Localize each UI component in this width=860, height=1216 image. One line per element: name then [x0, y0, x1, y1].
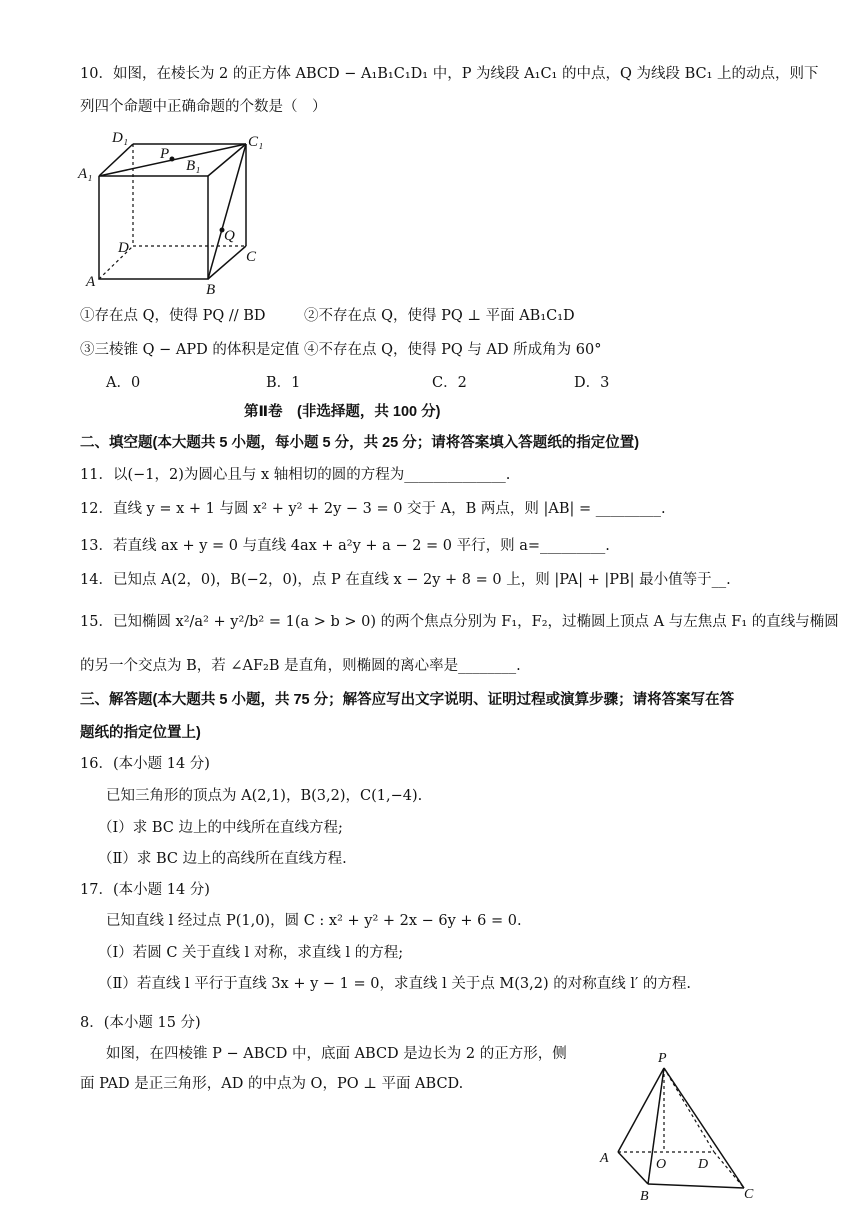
pyramid-figure: [596, 1046, 766, 1202]
part2-title: 第Ⅱ卷 (非选择题，共 100 分): [244, 404, 441, 420]
label-a: A: [86, 274, 96, 290]
q8-line2: 面 PAD 是正三角形，AD 的中点为 O，PO ⊥ 平面 ABCD.: [80, 1076, 464, 1092]
q10-line1: 10．如图，在棱长为 2 的正方体 ABCD − A₁B₁C₁D₁ 中，P 为线段 A₁C₁ 的中点，Q 为线段 BC₁ 上的动点，则下: [80, 66, 819, 82]
label-b: B: [206, 282, 216, 298]
q16-head: 16．(本小题 14 分): [80, 756, 210, 772]
q14: 14．已知点 A(2，0)，B(−2，0)，点 P 在直线 x − 2y + 8 = 0 上，则 |PA| + |PB| 最小值等于__.: [80, 572, 731, 588]
q8-head: 8．(本小题 15 分): [80, 1015, 201, 1031]
q17-part1: （Ⅰ）若圆 C 关于直线 l 对称，求直线 l 的方程;: [98, 945, 404, 961]
label-a: A: [600, 1151, 609, 1166]
q10-option-c: C．2: [432, 375, 467, 391]
label-b: B: [640, 1189, 649, 1202]
label-c1: C₁: [248, 134, 264, 150]
label-d1: D₁: [112, 130, 129, 146]
section3-title-line1: 三、解答题(本大题共 5 小题，共 75 分；解答应写出文字说明、证明过程或演算步骤；请将答案写在答: [80, 692, 735, 708]
section2-title: 二、填空题(本大题共 5 小题，每小题 5 分，共 25 分；请将答案填入答题纸的指定位置): [80, 435, 640, 451]
q10-line2: 列四个命题中正确命题的个数是（ ）: [80, 99, 327, 115]
label-p: P: [160, 146, 170, 162]
q10-prop4: ④不存在点 Q，使得 PQ 与 AD 所成角为 60°: [304, 342, 602, 358]
q10-option-b: B．1: [266, 375, 301, 391]
q17-part2: （Ⅱ）若直线 l 平行于直线 3x + y − 1 = 0，求直线 l 关于点 M(3,2) 的对称直线 l′ 的方程.: [98, 976, 692, 992]
q15-line2: 的另一个交点为 B，若 ∠AF₂B 是直角，则椭圆的离心率是________.: [80, 658, 521, 674]
q10-prop3: ③三棱锥 Q − APD 的体积是定值: [80, 342, 300, 358]
q10-prop2: ②不存在点 Q，使得 PQ ⊥ 平面 AB₁C₁D: [304, 308, 575, 324]
label-a1: A₁: [78, 166, 93, 182]
q11: 11．以(−1，2)为圆心且与 x 轴相切的圆的方程为______________.: [80, 467, 511, 483]
label-o: O: [656, 1157, 667, 1172]
label-d: D: [118, 240, 129, 256]
label-p: P: [658, 1051, 667, 1066]
label-d: D: [698, 1157, 709, 1172]
q16-stem: 已知三角形的顶点为 A(2,1)，B(3,2)，C(1,−4).: [106, 788, 423, 804]
q17-stem: 已知直线 l 经过点 P(1,0)，圆 C : x² + y² + 2x − 6y + 6 = 0.: [106, 913, 522, 929]
q12: 12．直线 y = x + 1 与圆 x² + y² + 2y − 3 = 0 交于 A，B 两点，则 |AB| = _________.: [80, 501, 666, 517]
q15-line1: 15．已知椭圆 x²/a² + y²/b² = 1(a > b > 0) 的两个焦点分别为 F₁，F₂，过椭圆上顶点 A 与左焦点 F₁ 的直线与椭圆: [80, 614, 839, 630]
q8-line1: 如图，在四棱锥 P − ABCD 中，底面 ABCD 是边长为 2 的正方形，侧: [106, 1046, 567, 1062]
q10-option-a: A．0: [106, 375, 141, 391]
q16-part2: （Ⅱ）求 BC 边上的高线所在直线方程.: [98, 851, 347, 867]
cube-figure: [76, 122, 276, 302]
q17-head: 17．(本小题 14 分): [80, 882, 210, 898]
label-b1: B₁: [186, 158, 201, 174]
label-c: C: [744, 1187, 754, 1202]
label-q: Q: [224, 228, 235, 244]
q13: 13．若直线 ax + y = 0 与直线 4ax + a²y + a − 2 = 0 平行，则 a=_________.: [80, 538, 610, 554]
q10-option-d: D．3: [574, 375, 610, 391]
point-p: [170, 157, 175, 162]
q10-prop1: ①存在点 Q，使得 PQ // BD: [80, 308, 266, 324]
label-c: C: [246, 249, 257, 265]
section3-title-line2: 题纸的指定位置上): [80, 725, 201, 741]
q16-part1: （Ⅰ）求 BC 边上的中线所在直线方程;: [98, 820, 343, 836]
